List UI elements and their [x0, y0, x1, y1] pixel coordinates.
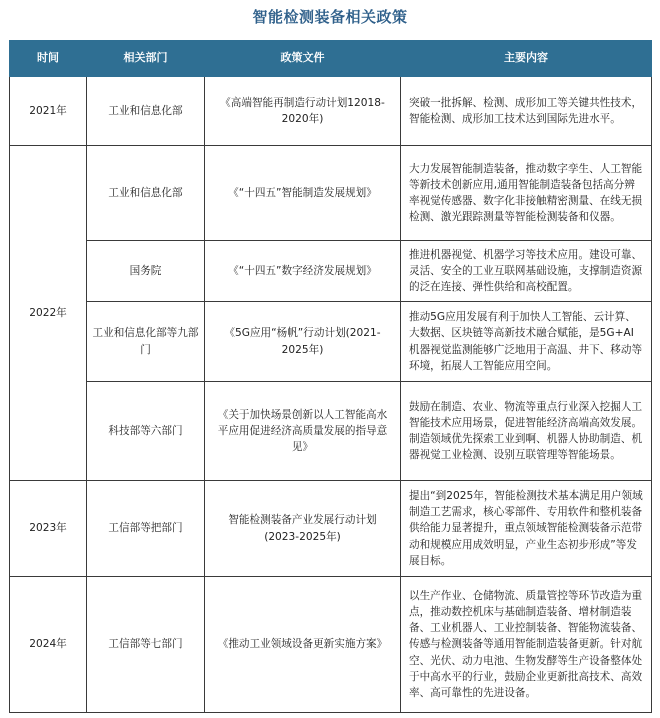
page-title: 智能检测装备相关政策 [252, 8, 408, 26]
table-header-row [10, 41, 652, 77]
department-cell: 工信部等七部门 [87, 577, 205, 713]
department-cell: 国务院 [87, 241, 205, 302]
policy-document-cell: 《关于加快场景创新以人工智能高水平应用促进经济高质量发展的指导意见》 [205, 382, 401, 481]
header-policy-document: 政策文件 [205, 41, 401, 77]
header-main-content: 主要内容 [401, 41, 652, 77]
table-row [10, 146, 652, 241]
department-cell: 工信部等把部门 [87, 481, 205, 577]
year-cell: 2024年 [10, 577, 87, 713]
table-row [10, 577, 652, 713]
department-cell: 科技部等六部门 [87, 382, 205, 481]
table-row [10, 382, 652, 481]
content-cell: 推进机器视觉、机器学习等技术应用。建设可靠、灵活、安全的工业互联网基础设施，支撑制造资源的泛在连接、弹性供给和高校配置。 [401, 241, 652, 302]
policy-document-cell: 《高端智能再制造行动计划12018-2020年) [205, 77, 401, 146]
content-cell: 提出“到2025年，智能检测技术基本满足用户领域制造工艺需求，核心零部件、专用软件和整机装备供给能力显著提升，重点领域智能检测装备示范带动和规模应用成效明显，产业生态初步形成”等发展目标。 [401, 481, 652, 577]
department-cell: 工业和信息化部 [87, 77, 205, 146]
department-cell: 工业和信息化部等九部门 [87, 302, 205, 382]
year-cell: 2022年 [10, 146, 87, 481]
header-year: 时间 [10, 41, 87, 77]
content-cell: 突破一批拆解、检测、成形加工等关键共性技术，智能检测、成形加工技术达到国际先进水平。 [401, 77, 652, 146]
table-row [10, 481, 652, 577]
policy-document-cell: 《推动工业领域设备更新实施方案》 [205, 577, 401, 713]
policy-table [9, 40, 652, 713]
content-cell: 鼓励在制造、农业、物流等重点行业深入挖掘人工智能技术应用场景，促进智能经济高端高效发展。制造领域优先探索工业到啊、机器人协助制造、机器视觉工业检测、设别互联管理等智能场景。 [401, 382, 652, 481]
policy-document-cell: 《5G应用“杨帆”行动计划(2021-2025年) [205, 302, 401, 382]
department-cell: 工业和信息化部 [87, 146, 205, 241]
table-row [10, 302, 652, 382]
year-cell: 2023年 [10, 481, 87, 577]
policy-document-cell: 智能检测装备产业发展行动计划(2023-2025年) [205, 481, 401, 577]
table-row [10, 77, 652, 146]
year-cell: 2021年 [10, 77, 87, 146]
policy-document-cell: 《“十四五”智能制造发展规划》 [205, 146, 401, 241]
content-cell: 推动5G应用发展有利于加快人工智能、云计算、大数据、区块链等高新技术融合赋能，是5G+AI机器视觉监测能够广泛地用于高温、井下、移动等环境，拓展人工智能应用空间。 [401, 302, 652, 382]
header-department: 相关部门 [87, 41, 205, 77]
content-cell: 以生产作业、仓储物流、质量管控等环节改造为重点，推动数控机床与基础制造装备、增材制造装备、工业机器人、工业控制装备、智能物流装备、传感与检测装备等通用智能制造装备更新。针对航空、光伏、动力电池、生物发酵等生产设备整体处于中高水平的行业，鼓励企业更新批高技术、高效率、高可靠性的先进设备。 [401, 577, 652, 713]
policy-document-cell: 《“十四五”数字经济发展规划》 [205, 241, 401, 302]
content-cell: 大力发展智能制造装备，推动数字孪生、人工智能等新技术创新应用,通用智能制造装备包括高分辨率视觉传感器、数字化非接触精密测量、在线无损检测、激光跟踪测量等智能检测装备和仪器。 [401, 146, 652, 241]
table-row [10, 241, 652, 302]
